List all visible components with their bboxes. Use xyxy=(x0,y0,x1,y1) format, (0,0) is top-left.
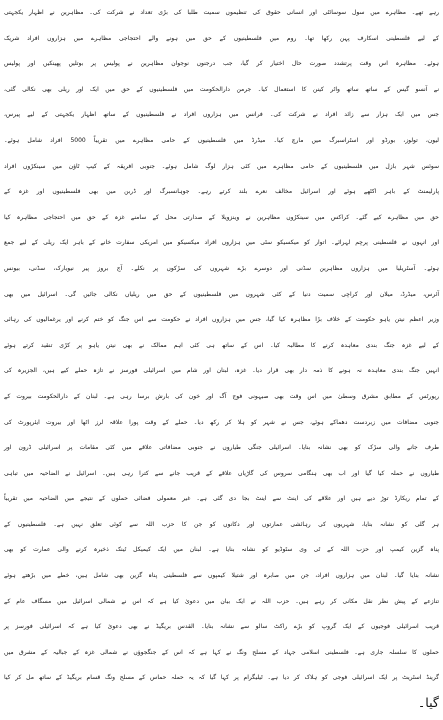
text-line xyxy=(4,333,439,359)
text-line-content: طرف جانے والی سڑک کو بھی نشانہ بنایا۔ اسرائیلی جنگی طیاروں نے جنوبی مضافاتی علاقے میں کئی مقامات پر اسرائیلی ڈرون اور xyxy=(4,444,439,452)
text-line-content: نشانہ بنایا گیا۔ لبنان میں ہزاروں افراد، جن میں صابرہ اور شتیلا کیمپوں سے فلسطینی پناہ گزین بھی شامل ہیں، خطے میں بڑھتے ہوئے xyxy=(4,572,439,580)
text-line xyxy=(4,435,439,461)
text-line-content: ہوئے۔ مظاہرہ اس وقت پرتشدد صورت حال اختیار کر گیا، جب درجنوں نوجوان مظاہرین نے پولیس پر بوتلیں پھینکیں اور پولیس xyxy=(4,60,439,68)
text-line xyxy=(4,512,439,538)
text-line xyxy=(4,282,439,308)
text-line-content: کے لیے غزہ جنگ بندی معاہدہ کرنے کا مطالبہ کیا۔ اس کے ساتھ ہی کئی اہم ممالک نے بھی نیتن یاہو پر کڑی تنقید کرتے ہوئے xyxy=(4,341,439,349)
text-line xyxy=(4,358,439,384)
text-line-content: کے تمام ریکارڈ توڑ دیے ہیں اور علاقے کی اینٹ سے اینٹ بجا دی گئی ہے۔ غیر معمولی فضائی حملوں کے نتیجے میں الضاحیہ میں تقریباً xyxy=(4,495,439,503)
text-line-content: لیون، تولوز، بورڈو اور اسٹراسبرگ میں مارچ کیا۔ میڈرڈ میں فلسطینیوں کے حامی مظاہرے میں تقریباً 5000 افراد شامل ہوئے۔ xyxy=(4,136,439,144)
text-line-content: ہر گلی کو نشانہ بنایا، شہریوں کی رہائشی عمارتوں اور دکانوں کو جن کا حزب اللہ سے کوئی تعلق نہیں ہے۔ فلسطینیوں کے xyxy=(4,520,439,528)
text-line xyxy=(4,102,439,128)
text-line xyxy=(4,205,439,231)
text-line xyxy=(4,307,439,333)
text-line-content: وزیر اعظم نیتن یاہو حکومت کے خلاف بڑا مظاہرہ کیا گیا، جس میں ہزاروں افراد نے حکومت سے اس جنگ کو ختم کرنے اور یرغمالیوں کی رہائی xyxy=(4,316,439,324)
text-line xyxy=(4,179,439,205)
text-line xyxy=(4,77,439,103)
text-line xyxy=(4,230,439,256)
text-line-content: سوئس شہر بازل میں فلسطینیوں کے حامی مظاہرے میں کئی ہزار لوگ شامل ہوئے۔ جنوبی افریقہ کے کیپ ٹاؤن میں سینکڑوں افراد xyxy=(4,162,439,170)
text-line xyxy=(4,486,439,512)
text-line-content: تنازعے کے پیش نظر نقل مکانی کر رہے ہیں۔ حزب اللہ نے ایک بیان میں دعویٰ کیا ہے کہ اس نے شمالی اسرائیل میں مسگاف عام کے xyxy=(4,597,439,605)
text-line-content: جس میں ایک ہزار سے زائد افراد نے شرکت کی۔ فرانس میں ہزاروں افراد نے فلسطینیوں کے ساتھ اظہار یکجہتی کے لیے پیرس، xyxy=(4,111,439,119)
text-line-content: گیا۔ xyxy=(417,696,439,712)
text-line xyxy=(4,154,439,180)
text-line-content: حملوں کا سلسلہ جاری ہے۔ فلسطینی اسلامی جہاد کے مسلح ونگ نے کہا ہے کہ اس کے جنگجوؤں نے شمالی غزہ کے جبالیہ کے مشرق میں xyxy=(4,648,439,656)
text-line xyxy=(4,461,439,487)
text-line-content: پارلیمنٹ کے باہر اکٹھے ہوئے اور اسرائیل مخالف نعرے بلند کرتے رہے۔ جوہانسبرگ اور ڈربن میں بھی فلسطینیوں اور غزہ کے xyxy=(4,188,439,196)
text-line xyxy=(4,384,439,410)
text-line xyxy=(4,26,439,52)
text-line-content: طیاروں نے حملہ کیا گیا اور اب بھی ہنگامی سروس کی گاڑیاں علاقے کے قریب جانے سے کترا رہی ہیں۔ اسرائیل نے الضاحیہ میں تباہی xyxy=(4,469,439,477)
text-line xyxy=(4,128,439,154)
text-line-final xyxy=(4,691,439,717)
text-line-content: آئرس، میڈرڈ، میلان اور کراچی سمیت دنیا کے کئی شہروں میں فلسطینیوں کے حق میں ریلیاں نکالی جائیں گی۔ اسرائیل میں بھی xyxy=(4,290,439,298)
text-line xyxy=(4,256,439,282)
text-line-content: ہوئے۔ آسٹریلیا میں ہزاروں مظاہرین سڈنی اور دوسرے بڑے شہروں کی سڑکوں پر نکلے۔ آج بروز پیر نیویارک، سڈنی، بیونس xyxy=(4,264,439,272)
text-line xyxy=(4,589,439,615)
text-line-content: رہے تھے۔ مظاہرے میں سول سوسائٹی اور انسانی حقوق کی تنظیموں سمیت طلبا کی بڑی تعداد نے شرکت کی۔ مظاہرین نے اظہار یکجہتی xyxy=(4,9,439,16)
text-line xyxy=(4,640,439,666)
text-line-content: گرینڈ اسٹریٹ پر ایک اسرائیلی فوجی کو ہلاک کر دیا ہے۔ ٹیلیگرام پر کہا گیا کہ یہ حملہ حماس کے مسلح ونگ قسام بریگیڈ کے ساتھ مل کر کیا xyxy=(4,674,439,682)
text-line xyxy=(4,0,439,26)
text-line-content: پناہ گزین کیمپ اور حزب اللہ کے ٹی وی سٹوڈیو کو نشانہ بنایا ہے۔ لبنان میں ایک کیمیکل ٹینک ذخیرہ کرنے والی عمارت کو بھی xyxy=(4,546,439,554)
text-line xyxy=(4,665,439,691)
text-line-content: کے لیے فلسطینی اسکارف پہن رکھا تھا۔ روم میں فلسطینیوں کے حق میں ہونے والے احتجاجی مظاہرے میں ہزاروں افراد شریک xyxy=(4,34,439,42)
text-line-content: رپورٹس کے مطابق مشرق وسطیٰ میں اس وقت بھی صیہونی فوج آگ اور خون کی بارش برسا رہی ہے۔ لبنان کے دارالحکومت بیروت کے xyxy=(4,392,439,400)
text-line-content: قریب اسرائیلی فوجیوں کے ایک گروپ کو بڑے راکٹ سالو سے نشانہ بنایا۔ القدس بریگیڈ نے بھی دعویٰ کیا ہے کہ اسرائیلی فورسز پر xyxy=(4,623,439,631)
text-line xyxy=(4,410,439,436)
text-line xyxy=(4,51,439,77)
text-line-content: جنوبی مضافات میں زبردست دھماکے ہوئے، جس نے شہر کو ہلا کر رکھ دیا۔ حملے کے وقت پورا علاقہ لرز اٹھا اور بیروت ایئرپورٹ کی xyxy=(4,418,439,426)
text-line xyxy=(4,563,439,589)
text-line xyxy=(4,614,439,640)
text-line xyxy=(4,537,439,563)
text-line-content: انہیں جنگ بندی معاہدہ نہ ہونے کا ذمہ دار بھی قرار دیا۔ غزہ، لبنان اور شام میں اسرائیلی فورسز نے تازہ حملے کیے ہیں، الجزیرہ کی xyxy=(4,367,439,375)
text-line-content: حق میں مظاہرے کیے گئے۔ کراکس میں سینکڑوں مظاہرین نے وینزویلا کے صدارتی محل کے سامنے غزہ کے حق میں احتجاجی مظاہرہ کیا xyxy=(4,213,439,221)
text-line-content: اور انہوں نے فلسطینی پرچم لہرائے۔ اتوار کو میکسیکو سٹی میں ہزاروں افراد میکسیکو میں امریکی سفارت خانے کے باہر ایک ریلی کے لیے جمع xyxy=(4,239,439,247)
text-line-content: نے آنسو گیس کے ساتھ ساتھ واٹر کینن کا استعمال کیا۔ جرمن دارالحکومت میں فلسطینیوں کے حق میں ایک اور ریلی بھی نکالی گئی، xyxy=(4,85,439,93)
article-body xyxy=(4,0,439,717)
